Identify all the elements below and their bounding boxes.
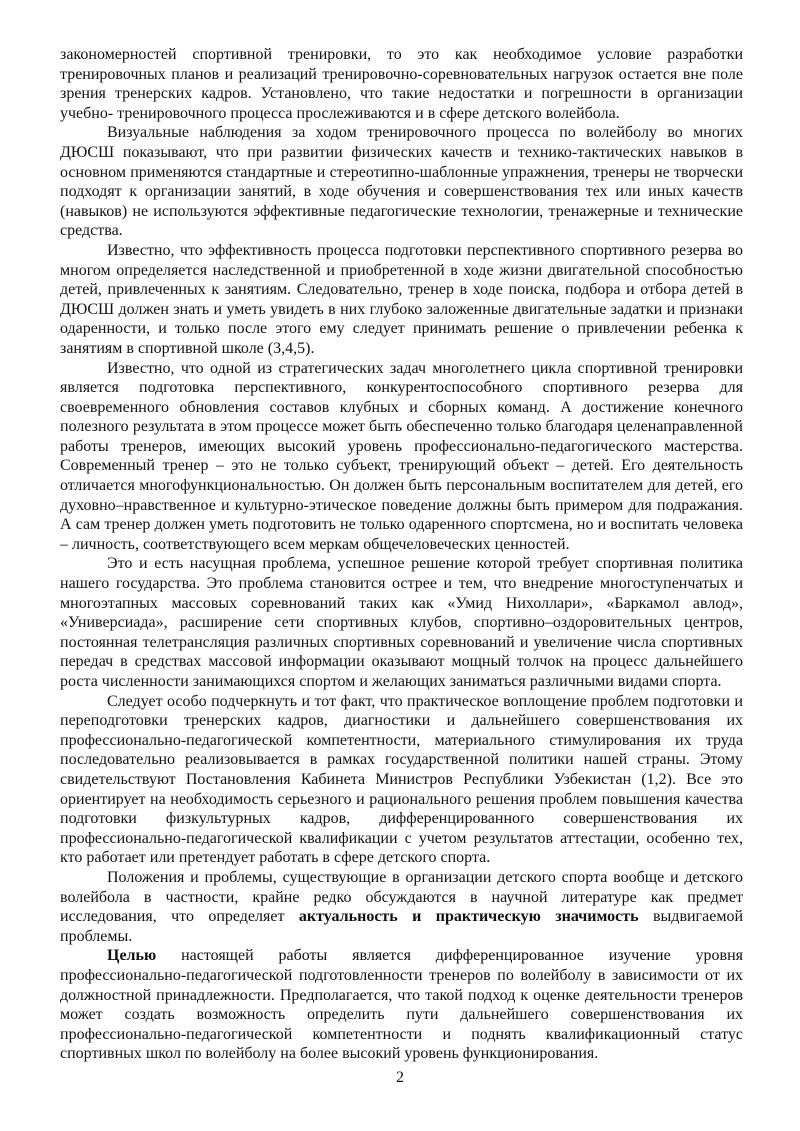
paragraph-text: выдвигаемой проблемы. (60, 908, 744, 945)
paragraph-goal (60, 946, 743, 1064)
paragraph: Известно, что одной из стратегических задач многолетнего цикла спортивной тренировки является подготовка перспективного, конкурентоспособного спортивного резерва для своевременного обновления составов клубных и сборных команд. А достижение конечного полезного результата в этом процессе может быть обеспеченно только благодаря целенаправленной работы тренеров, имеющих высокий уровень профессионально-педагогического мастерства. Современный тренер – это не только субъект, тренирующий объект – детей. Его деятельность отличается многофункциональностью. Он должен быть персональным воспитателем для детей, его духовно–нравственное и культурно-этическое поведение должны быть примером для подражания. А сам тренер должен уметь подготовить не только одаренного спортсмена, но и воспитать человека – личность, соответствующего всем меркам общечеловеческих ценностей. (60, 359, 743, 553)
paragraph-text: Положения и проблемы, существующие в организации детского спорта вообще и детского волейбола в частности, крайне редко обсуждаются в научной литературе как предмет исследования, что определяет (60, 868, 743, 926)
paragraph: Известно, что эффективность процесса подготовки перспективного спортивного резерва во многом определяется наследственной и приобретенной в ходе жизни двигательной способностью детей, привлеченных к занятиям. Следовательно, тренер в ходе поиска, подбора и отбора детей в ДЮСШ должен знать и уметь увидеть в них глубоко заложенные двигательные задатки и признаки одаренности, и только после этого ему следует принимать решение о привлечении ребенка к занятиям в спортивной школе (3,4,5). (60, 241, 743, 357)
paragraph-text: настоящей работы является дифференцированное изучение уровня профессионально-педагогической подготовленности тренеров по волейболу в зависимости от их должностной принадлежности. Предполагается, что такой подход к оценке деятельности тренеров может создать возможность определить пути дальнейшего совершенствования их профессионально-педагогической компетентности и поднять квалификационный статус спортивных школ по волейболу на более высокий уровень функционирования. (60, 947, 743, 1063)
page-number: 2 (396, 1069, 404, 1086)
paragraph: Это и есть насущная проблема, успешное решение которой требует спортивная политика нашего государства. Это проблема становится острее и тем, что внедрение многоступенчатых и многоэтапных массовых соревнований таких как «Умид Нихоллари», «Баркамол авлод», «Универсиада», расширение сети спортивных клубов, спортивно–оздоровительных центров, постоянная телетрансляция различных спортивных соревнований и увеличение числа спортивных передач в средствах массовой информации оказывают мощный толчок на процесс дальнейшего роста численности занимающихся спортом и желающих заниматься различными видами спорта. (60, 555, 743, 690)
relevance-emphasis: актуальность и практическую значимость (298, 908, 639, 926)
paragraph: Следует особо подчеркнуть и тот факт, что практическое воплощение проблем подготовки и переподготовки тренерских кадров, диагностики и дальнейшего совершенствования их профессионально-педагогической компетентности, материального стимулирования их труда последовательно реализовывается в рамках государственной политики нашей страны. Этому свидетельствуют Постановления Кабинета Министров Республики Узбекистан (1,2). Все это ориентирует на необходимость серьезного и рационального решения проблем повышения качества подготовки физкультурных кадров, дифференцированного совершенствования их профессионально-педагогической квалификации с учетом результатов аттестации, особенно тех, кто работает или претендует работать в сфере детского спорта. (60, 692, 743, 867)
paragraph: закономерностей спортивной тренировки, то это как необходимое условие разработки тренировочных планов и реализаций тренировочно-соревновательных нагрузок остается вне поле зрения тренерских кадров. Установлено, что такие недостатки и погрешности в организации учебно- тренировочного процесса прослеживаются и в сфере детского волейбола. (60, 46, 743, 122)
paragraph: Визуальные наблюдения за ходом тренировочного процесса по волейболу во многих ДЮСШ показывают, что при развитии физических качеств и технико-тактических навыков в основном применяются стандартные и стереотипно-шаблонные упражнения, тренеры не творчески подходят к организации занятий, в ходе обучения и совершенствования тех или иных качеств (навыков) не используются эффективные педагогические технологии, тренажерные и технические средства. (60, 124, 743, 240)
goal-emphasis: Целью (107, 947, 157, 965)
paragraph-relevance (60, 868, 743, 946)
document-body (60, 45, 743, 1064)
